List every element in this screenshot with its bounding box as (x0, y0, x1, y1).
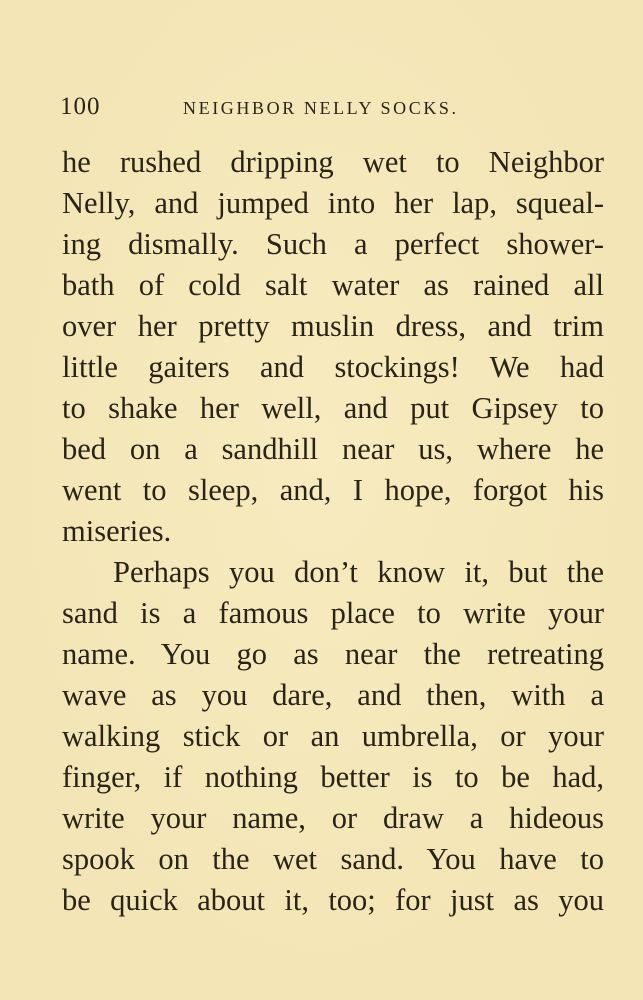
text-line: over her pretty muslin dress, and trim (62, 309, 604, 343)
text-line: name. You go as near the retreating (62, 637, 604, 671)
text-line: wave as you dare, and then, with a (62, 678, 604, 712)
text-line: sand is a famous place to write your (62, 596, 604, 630)
text-line: finger, if nothing better is to be had, (62, 760, 604, 794)
text-line: Nelly, and jumped into her lap, squeal- (62, 186, 604, 220)
text-line: miseries. (62, 514, 172, 548)
text-line: went to sleep, and, I hope, forgot his (62, 473, 604, 507)
paragraph-start-line: Perhaps you don’t know it, but the (113, 555, 604, 589)
text-line: little gaiters and stockings! We had (62, 350, 604, 384)
text-line: to shake her well, and put Gipsey to (62, 391, 604, 425)
text-line: be quick about it, too; for just as you (62, 883, 604, 917)
running-head (60, 92, 620, 122)
text-line: ing dismally. Such a perfect shower- (62, 227, 604, 261)
body-text (62, 142, 604, 921)
text-line: bed on a sandhill near us, where he (62, 432, 604, 466)
text-line: walking stick or an umbrella, or your (62, 719, 604, 753)
text-line: spook on the wet sand. You have to (62, 842, 604, 876)
text-line: bath of cold salt water as rained all (62, 268, 604, 302)
text-line: write your name, or draw a hideous (62, 801, 604, 835)
running-title: NEIGHBOR NELLY SOCKS. (183, 98, 459, 118)
text-line: he rushed dripping wet to Neighbor (62, 145, 604, 179)
page-number: 100 (60, 93, 101, 120)
